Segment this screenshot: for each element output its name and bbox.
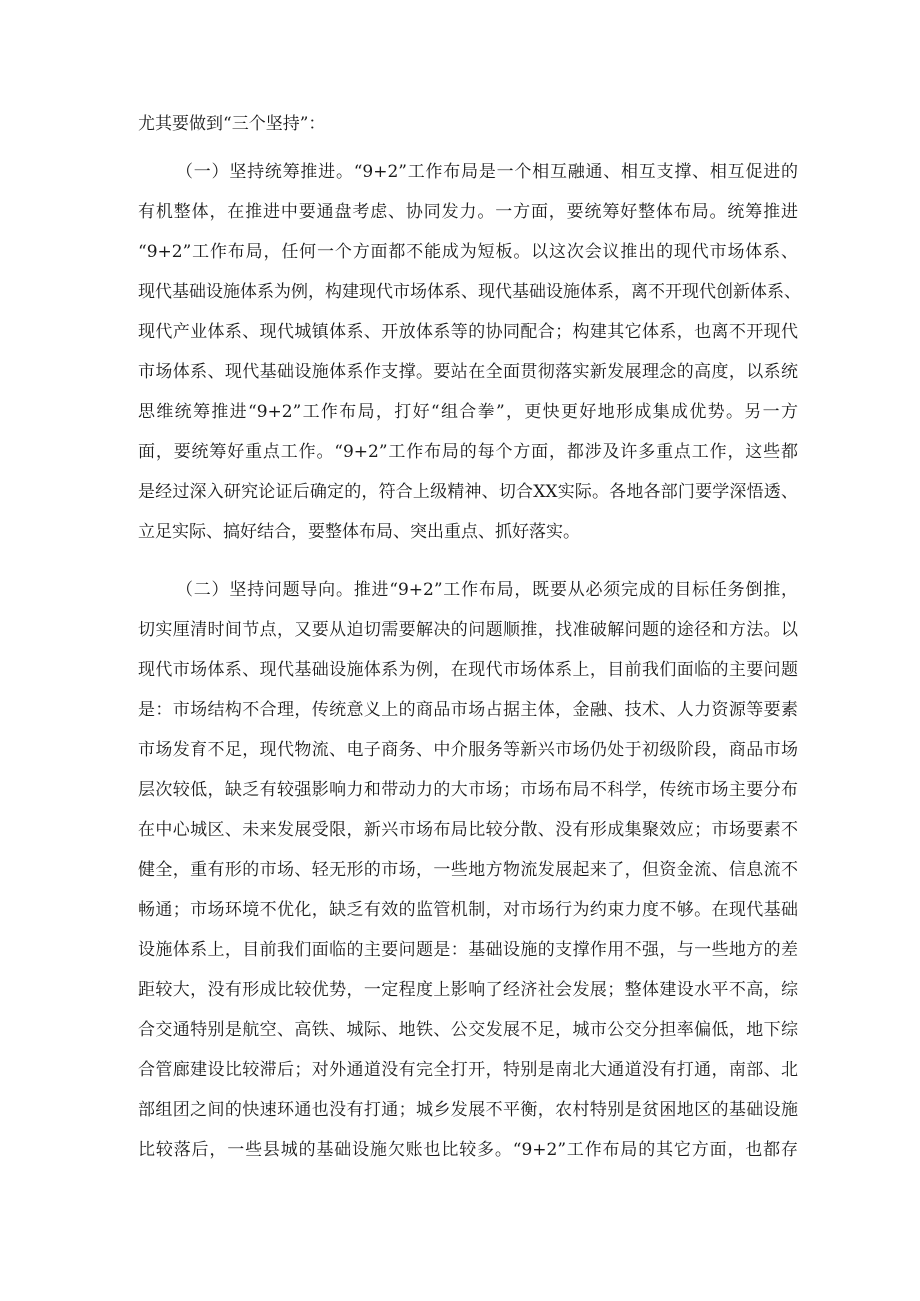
section2-line-3: 现代市场体系、现代基础设施体系为例，在现代市场体系上，目前我们面临的主要问题: [138, 660, 798, 680]
section2-line-9: 畅通；市场环境不优化，缺乏有效的监管机制，对市场行为约束力度不够。在现代基础: [138, 900, 798, 920]
section1-line-2: 有机整体，在推进中要通盘考虑、协同发力。一方面，要统筹好整体布局。统筹推进: [138, 202, 798, 222]
section2-line-2: 切实厘清时间节点，又要从迫切需要解决的问题顺推，找准破解问题的途径和方法。以: [138, 620, 798, 640]
section1-line-10: 立足实际、搞好结合，要整体布局、突出重点、抓好落实。: [138, 522, 580, 542]
section2-line-4: 是：市场结构不合理，传统意义上的商品市场占据主体，金融、技术、人力资源等要素: [138, 700, 798, 720]
section2-line-12: 合交通特别是航空、高铁、城际、地铁、公交发展不足，城市公交分担率偏低，地下综: [138, 1020, 798, 1040]
section2-line-8: 健全，重有形的市场、轻无形的市场，一些地方物流发展起来了，但资金流、信息流不: [138, 860, 798, 880]
section2-line-11: 距较大，没有形成比较优势，一定程度上影响了经济社会发展；整体建设水平不高，综: [138, 980, 798, 1000]
section1-line-8: 面，要统筹好重点工作。“9+2”工作布局的每个方面，都涉及许多重点工作，这些都: [138, 442, 798, 462]
section2-line-14: 部组团之间的快速环通也没有打通；城乡发展不平衡，农村特别是贫困地区的基础设施: [138, 1100, 798, 1120]
section1-line-4: 现代基础设施体系为例，构建现代市场体系、现代基础设施体系，离不开现代创新体系、: [138, 282, 801, 302]
section2-line-15: 比较落后，一些县城的基础设施欠账也比较多。“9+2”工作布局的其它方面，也都存: [138, 1140, 798, 1160]
section1-line-3: “9+2”工作布局，任何一个方面都不能成为短板。以这次会议推出的现代市场体系、: [138, 242, 798, 262]
section1-line-9: 是经过深入研究论证后确定的，符合上级精神、切合XX实际。各地各部门要学深悟透、: [138, 482, 798, 502]
section1-line-6: 市场体系、现代基础设施体系作支撑。要站在全面贯彻落实新发展理念的高度，以系统: [138, 362, 798, 382]
section2-line-10: 设施体系上，目前我们面临的主要问题是：基础设施的支撑作用不强，与一些地方的差: [138, 940, 798, 960]
section2-line-7: 在中心城区、未来发展受限，新兴市场布局比较分散、没有形成集聚效应；市场要素不: [138, 820, 798, 840]
section1-line-1: （一）坚持统筹推进。“9+2”工作布局是一个相互融通、相互支撑、相互促进的: [176, 162, 798, 182]
section2-line-6: 层次较低，缺乏有较强影响力和带动力的大市场；市场布局不科学，传统市场主要分布: [138, 780, 798, 800]
section2-line-1: （二）坚持问题导向。推进“9+2”工作布局，既要从必须完成的目标任务倒推，: [176, 580, 798, 600]
section1-line-5: 现代产业体系、现代城镇体系、开放体系等的协同配合；构建其它体系，也离不开现代: [138, 322, 798, 342]
section2-line-5: 市场发育不足，现代物流、电子商务、中介服务等新兴市场仍处于初级阶段，商品市场: [138, 740, 798, 760]
intro-line: 尤其要做到“三个坚持”：: [138, 114, 326, 134]
section2-line-13: 合管廊建设比较滞后；对外通道没有完全打开，特别是南北大通道没有打通，南部、北: [138, 1060, 798, 1080]
section1-line-7: 思维统筹推进“9+2”工作布局，打好“组合拳”，更快更好地形成集成优势。另一方: [138, 402, 798, 422]
